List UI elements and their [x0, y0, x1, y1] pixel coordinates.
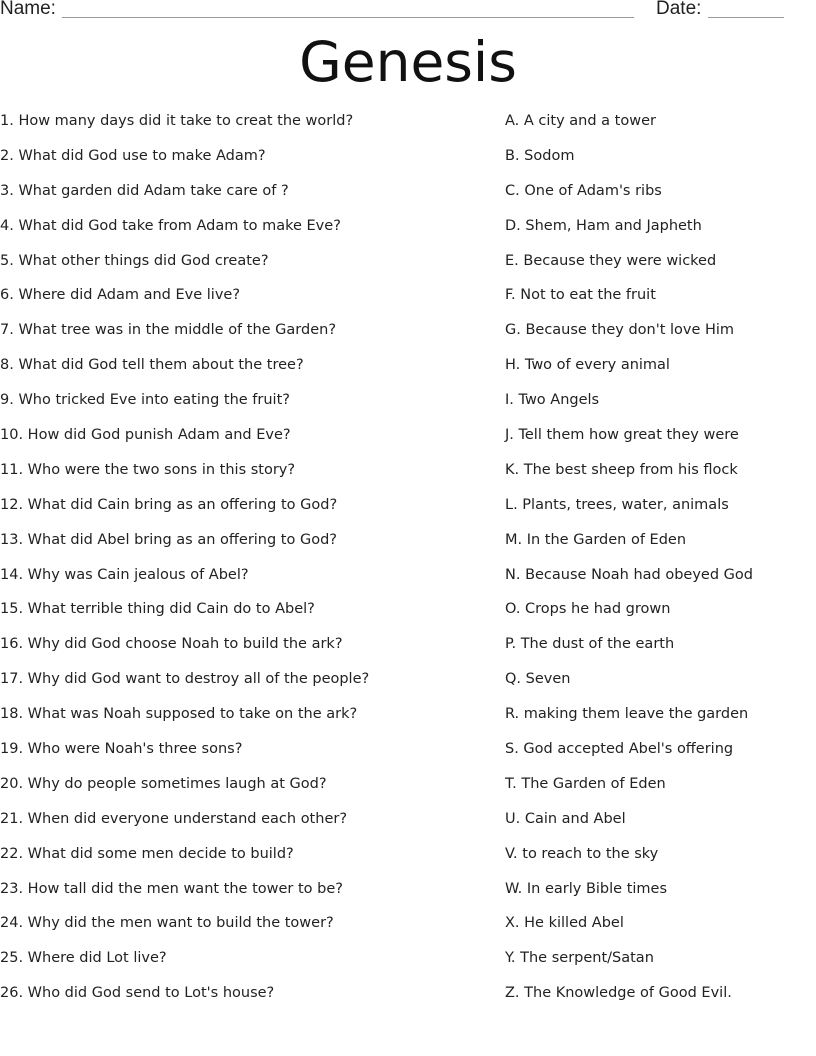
question-item: 18. What was Noah supposed to take on the ark?: [0, 706, 358, 723]
question-item: 3. What garden did Adam take care of ?: [0, 182, 289, 199]
answer-item: N. Because Noah had obeyed God: [505, 566, 753, 583]
date-label: Date:: [656, 0, 702, 19]
answer-item: H. Two of every animal: [505, 357, 670, 374]
question-item: 22. What did some men decide to build?: [0, 845, 294, 862]
date-blank-line: [708, 17, 784, 18]
answer-item: S. God accepted Abel's offering: [505, 741, 734, 758]
answer-item: G. Because they don't love Him: [505, 322, 735, 339]
name-blank-line: [62, 17, 634, 18]
question-item: 5. What other things did God create?: [0, 252, 269, 269]
answer-item: D. Shem, Ham and Japheth: [505, 217, 702, 234]
answer-item: B. Sodom: [505, 147, 575, 164]
question-item: 6. Where did Adam and Eve live?: [0, 287, 241, 304]
question-item: 16. Why did God choose Noah to build the ark?: [0, 636, 343, 653]
question-item: 24. Why did the men want to build the tower?: [0, 915, 334, 932]
answer-item: R. making them leave the garden: [505, 706, 749, 723]
answer-item: M. In the Garden of Eden: [505, 531, 687, 548]
question-item: 10. How did God punish Adam and Eve?: [0, 427, 291, 444]
answer-item: P. The dust of the earth: [505, 636, 675, 653]
answer-item: L. Plants, trees, water, animals: [505, 496, 729, 513]
answer-item: X. He killed Abel: [505, 915, 624, 932]
question-item: 15. What terrible thing did Cain do to Abel?: [0, 601, 315, 618]
answer-item: A. A city and a tower: [505, 113, 656, 129]
worksheet-header: [0, 0, 816, 24]
answer-item: U. Cain and Abel: [505, 810, 626, 827]
answer-item: V. to reach to the sky: [505, 845, 659, 862]
question-item: 23. How tall did the men want the tower to be?: [0, 880, 343, 897]
answer-item: T. The Garden of Eden: [505, 775, 666, 792]
question-item: 8. What did God tell them about the tree?: [0, 357, 304, 374]
question-item: 20. Why do people sometimes laugh at God?: [0, 775, 327, 792]
questions-list: [0, 104, 490, 1011]
question-item: 12. What did Cain bring as an offering to God?: [0, 496, 338, 513]
answer-item: O. Crops he had grown: [505, 601, 671, 618]
answer-item: Z. The Knowledge of Good Evil.: [505, 985, 732, 1002]
question-item: 21. When did everyone understand each other?: [0, 810, 348, 827]
answer-item: Q. Seven: [505, 671, 571, 688]
question-item: 14. Why was Cain jealous of Abel?: [0, 566, 249, 583]
question-item: 7. What tree was in the middle of the Garden?: [0, 322, 337, 339]
question-item: 9. Who tricked Eve into eating the fruit?: [0, 392, 290, 409]
question-item: 13. What did Abel bring as an offering to God?: [0, 531, 337, 548]
question-item: 4. What did God take from Adam to make Eve?: [0, 217, 341, 234]
answer-item: J. Tell them how great they were: [505, 427, 739, 444]
answer-item: F. Not to eat the fruit: [505, 287, 656, 304]
question-item: 17. Why did God want to destroy all of the people?: [0, 671, 370, 688]
answer-item: Y. The serpent/Satan: [505, 950, 654, 967]
answer-item: W. In early Bible times: [505, 880, 668, 897]
answer-item: K. The best sheep from his flock: [505, 461, 738, 478]
question-item: 25. Where did Lot live?: [0, 950, 167, 967]
question-item: 19. Who were Noah's three sons?: [0, 741, 243, 758]
question-item: 1. How many days did it take to creat the world?: [0, 113, 354, 129]
question-item: 2. What did God use to make Adam?: [0, 147, 266, 164]
answers-list: [505, 104, 805, 1011]
name-label: Name:: [0, 0, 56, 19]
answer-item: I. Two Angels: [505, 392, 600, 409]
question-item: 26. Who did God send to Lot's house?: [0, 985, 275, 1002]
worksheet-title: Genesis: [299, 30, 517, 94]
question-item: 11. Who were the two sons in this story?: [0, 461, 296, 478]
answer-item: E. Because they were wicked: [505, 252, 717, 269]
answer-item: C. One of Adam's ribs: [505, 182, 662, 199]
